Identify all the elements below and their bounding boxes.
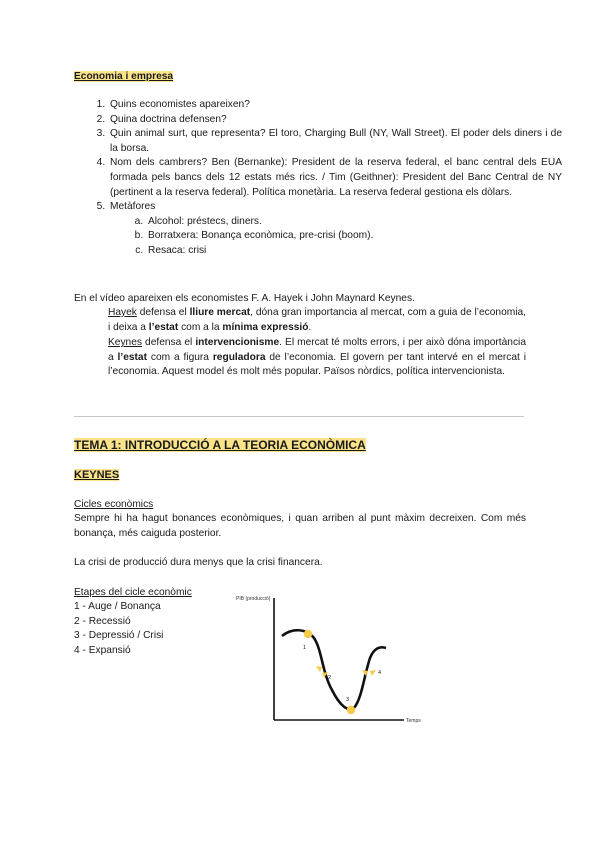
questions-list	[74, 98, 562, 259]
list-item: 2 - Recessió	[74, 615, 131, 627]
tema-title	[74, 438, 366, 452]
tema-title-text: TEMA 1: INTRODUCCIÓ A LA TEORIA ECONÒMICA	[74, 438, 366, 452]
list-item: 4 - Expansió	[74, 644, 131, 656]
cycles-heading: Cicles econòmics	[74, 499, 154, 510]
keynes-subtitle-text: KEYNES	[74, 469, 120, 481]
metaphors-label: Metàfores	[110, 201, 156, 213]
crisis-paragraph: La crisi de producció dura menys que la crisi financera.	[74, 557, 323, 568]
text: , dóna gran importancia al mercat, com a guia de l’economia, i deixa a	[108, 307, 526, 333]
point-label: 1	[303, 645, 307, 651]
bold-term: mínima expressió	[222, 321, 309, 333]
x-axis-label: Temps	[406, 718, 421, 724]
bold-term: lliure mercat	[189, 307, 251, 318]
list-item: b. Borratxera: Bonança econòmica, pre-crisi (boom).	[146, 229, 562, 244]
intro-paragraph: En el vídeo apareixen els economistes F. A. Hayek i John Maynard Keynes.	[74, 293, 415, 304]
section-title	[74, 71, 173, 82]
keynes-name: Keynes	[108, 337, 142, 348]
text: defensa el	[136, 307, 190, 318]
depressio-marker	[347, 706, 355, 714]
text: com a la	[178, 321, 223, 333]
point-label: 3	[346, 697, 350, 703]
text: com a figura	[146, 351, 213, 363]
divider	[74, 416, 524, 417]
list-item: 2. Quina doctrina defensen?	[108, 113, 562, 128]
cycle-curve	[282, 630, 386, 709]
text: de l’economia. El govern per tant intervé en el mercat i l’economia. Aquest model és molt més popular. Països nòrdics, política intervencionista.	[108, 351, 527, 378]
y-axis-label: PIB (producció)	[236, 596, 271, 602]
text: . El mercat té molts errors, i per això dóna importància a	[108, 337, 526, 363]
text: .	[308, 321, 312, 333]
keynes-paragraph	[108, 336, 526, 380]
list-item: a. Alcohol: préstecs, diners.	[146, 215, 562, 230]
list-item	[108, 200, 562, 258]
list-item: 4. Nom dels cambrers? Ben (Bernanke): President de la reserva federal, el banc central dels EUA formada pels bancs dels 12 estats més rics. / Tim (Geithner): President del Banc Central de NY (pertinent a la reserva federal). Política monetària. La reserva federal gestiona els dòlars.	[108, 156, 562, 200]
keynes-subtitle	[74, 469, 119, 481]
point-label: 4	[378, 670, 382, 676]
bold-term: intervencionisme	[195, 337, 280, 348]
list-item: 1 - Auge / Bonança	[74, 601, 161, 612]
text: defensa el	[141, 337, 196, 348]
list-item: 3. Quin animal surt, que representa? El toro, Charging Bull (NY, Wall Street). El poder dels diners i de la borsa.	[108, 127, 562, 156]
cycle-diagram	[230, 588, 440, 728]
list-item: c. Resaca: crisi	[146, 244, 562, 259]
cycles-paragraph: Sempre hi ha hagut bonances econòmiques, i quan arriben al punt màxim decreixen. Com més bonança, més caiguda posterior.	[74, 513, 526, 539]
stages-heading: Etapes del cicle econòmic	[74, 587, 192, 598]
stages-list	[74, 600, 163, 658]
list-item: 1. Quins economistes apareixen?	[108, 98, 562, 113]
section-title-text: Economia i empresa	[74, 71, 174, 82]
point-label: 2	[328, 675, 332, 681]
metaphors-list	[110, 215, 562, 259]
bold-term: l’estat	[148, 321, 179, 333]
hayek-name: Hayek	[108, 307, 137, 318]
bold-term: reguladora	[212, 351, 266, 363]
list-item: 3 - Depressió / Crisi	[74, 630, 164, 642]
auge-marker	[304, 630, 312, 638]
bold-term: l’estat	[117, 351, 147, 363]
hayek-paragraph	[108, 306, 526, 335]
